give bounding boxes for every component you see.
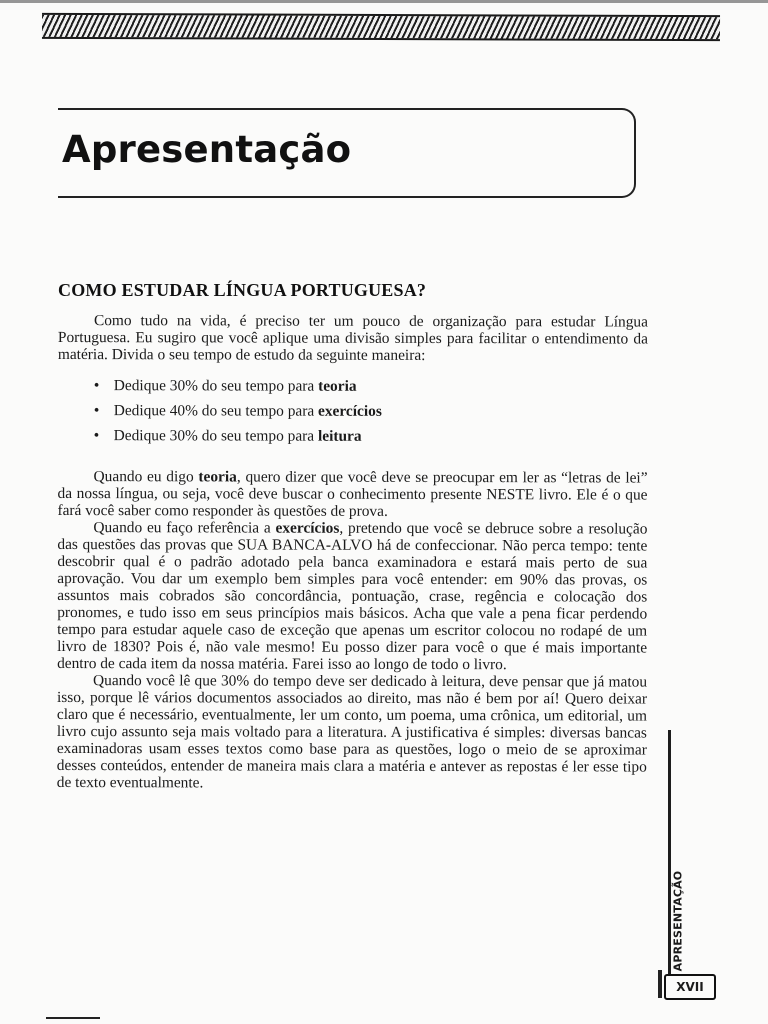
bottom-rule: [46, 1017, 100, 1019]
list-item-text: Dedique 40% do seu tempo para: [113, 402, 319, 420]
exercises-paragraph: [57, 519, 647, 674]
paragraph-text: , quero dizer que você deve se preocupar em ler as “letras de lei” da nossa língua, ou seja, você deve buscar o conhecimento presente NESTE livro. Ele é o que fará você saber como responder às questões de prova.: [57, 468, 648, 520]
paragraph-text: Quando eu faço referência a: [93, 519, 276, 537]
list-item: [94, 402, 648, 420]
list-item-term: exercícios: [318, 402, 382, 420]
list-item-term: leitura: [317, 427, 362, 445]
study-time-list: [94, 377, 648, 445]
top-rule: [0, 0, 768, 3]
section-tab-label: APRESENTAÇÃO: [671, 870, 685, 972]
list-item: [94, 377, 648, 395]
page-number: XVII: [664, 974, 716, 1000]
paragraph-term: exercícios: [275, 519, 340, 537]
paragraph-text: Quando eu digo: [93, 468, 199, 486]
section-tab: [664, 868, 692, 974]
page-title: Apresentação: [62, 128, 352, 171]
paragraph-text: , pretendo que você se debruce sobre a resolução das questões das provas que SUA BANCA-ALVO há de confeccionar. Não perca tempo: tente descobrir qual é o padrão adotado pela banca examinadora e estará mais perto de sua aprovação. Vou dar um exemplo bem simples para você entender: em 90% das provas, os assuntos mais cobrados são concordância, pontuação, crase, regência e colocação dos pronomes, e tudo isso em seus princípios mais básicos. Acha que vale a pena ficar perdendo tempo para estudar aquele caso de exceção que apenas um escritor colocou no rodapé de um livro de 1830? Pois é, não vale mesmo! Eu posso dizer para você o que é mais importante dentro de cada item da nossa matéria. Farei isso ao longo de todo o livro.: [57, 519, 648, 674]
list-item-text: Dedique 30% do seu tempo para: [113, 377, 319, 395]
reading-paragraph: Quando você lê que 30% do tempo deve ser dedicado à leitura, deve pensar que já matou isso, porque lê vários documentos associados ao direito, mas não é bem por aí! Quero deixar claro que é necessário, eventualmente, ler um conto, um poema, uma crônica, um editorial, um livro cujo assunto seja mais voltado para a literatura. A justificativa é simples: diversas bancas examinadoras usam esses textos como base para as questões, logo o meio de se aproximar desses conteúdos, entender de maneira mais clara a matéria e antever as repostas é ler esse tipo de texto eventualmente.: [56, 672, 648, 792]
section-heading: COMO ESTUDAR LÍNGUA PORTUGUESA?: [58, 280, 427, 300]
decorative-hatched-band: [42, 13, 720, 41]
list-item: [94, 427, 648, 445]
article-body: [57, 312, 648, 793]
theory-paragraph: [57, 468, 647, 521]
intro-paragraph: Como tudo na vida, é preciso ter um pouco de organização para estudar Língua Portuguesa. Eu sugiro que você aplique uma divisão simples para facilitar o entendimento da matéria. Divida o seu tempo de estudo da seguinte maneira:: [57, 312, 648, 364]
list-item-term: teoria: [318, 377, 357, 395]
paragraph-term: teoria: [198, 468, 237, 486]
list-item-text: Dedique 30% do seu tempo para: [113, 427, 318, 445]
